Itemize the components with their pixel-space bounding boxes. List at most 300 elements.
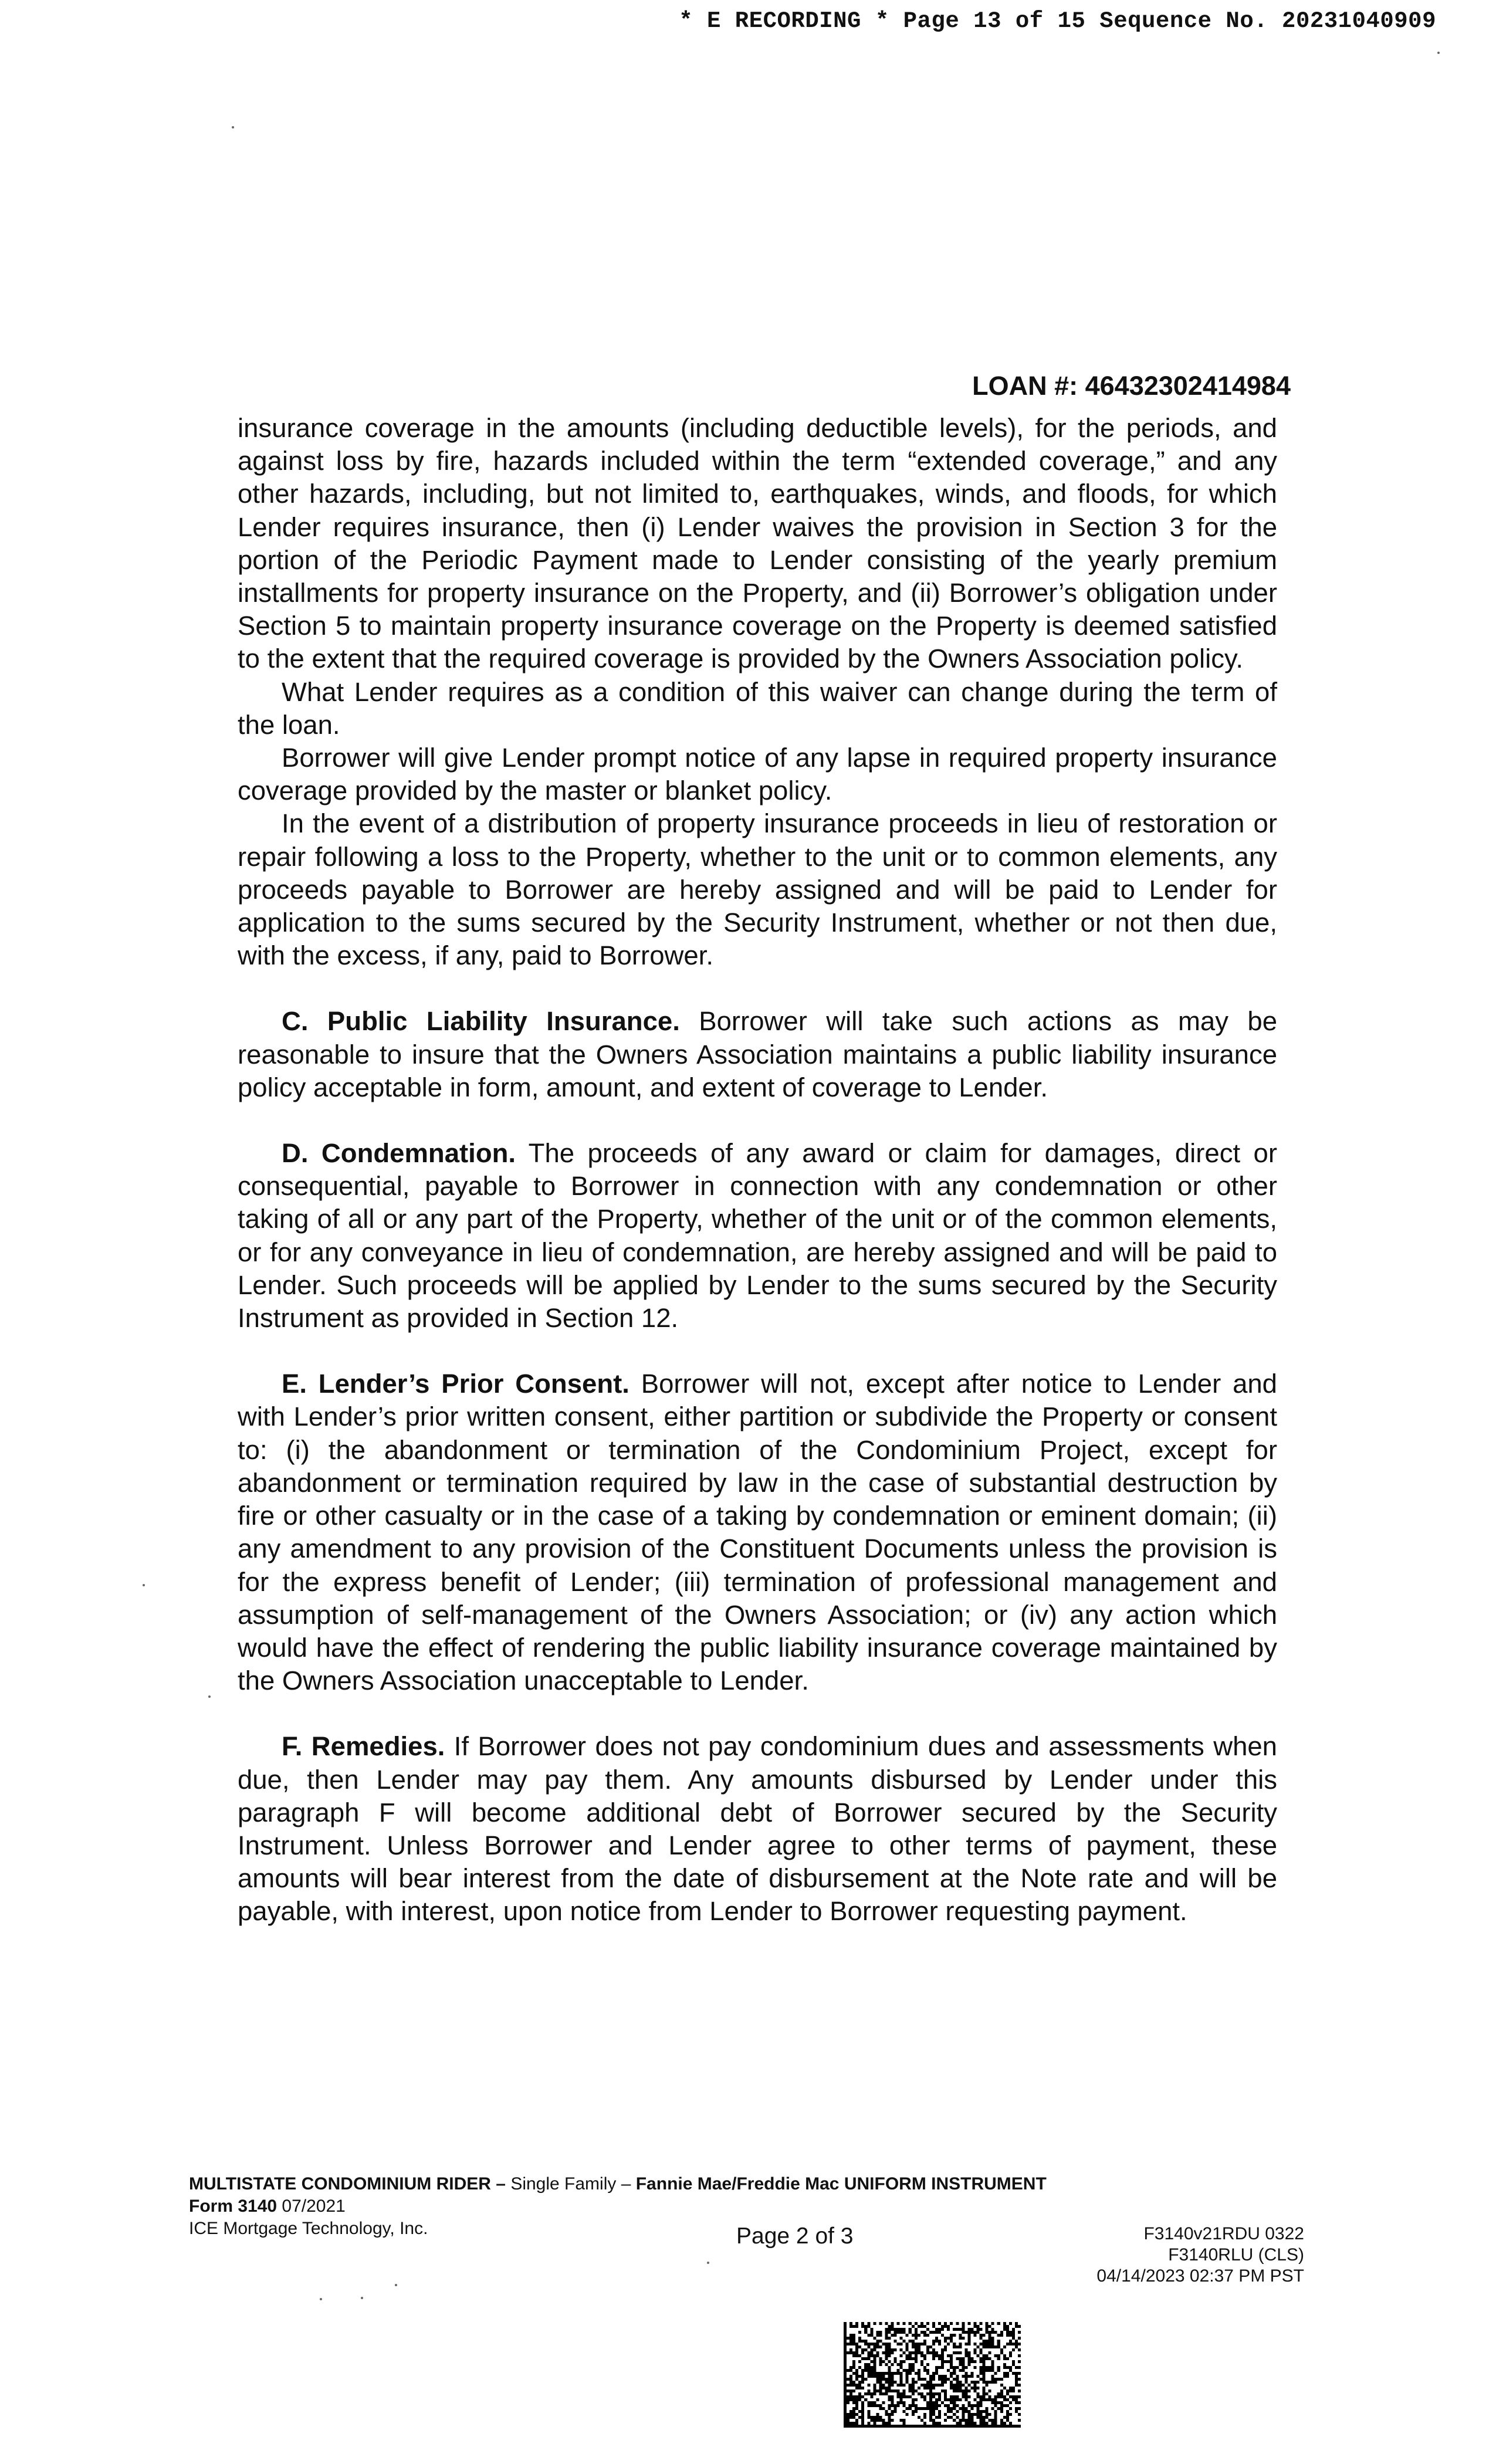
barcode-module	[1003, 2366, 1006, 2369]
scan-speck	[361, 2297, 363, 2299]
barcode-module	[973, 2325, 976, 2328]
barcode-module	[967, 2389, 970, 2392]
barcode-module	[973, 2331, 976, 2334]
barcode-module	[861, 2357, 864, 2360]
barcode-module	[858, 2384, 861, 2387]
barcode-module	[861, 2322, 864, 2325]
barcode-module	[956, 2384, 959, 2387]
barcode-module	[903, 2425, 906, 2428]
barcode-module	[858, 2375, 861, 2378]
barcode-module	[879, 2425, 882, 2428]
barcode-module	[994, 2331, 997, 2334]
barcode-module	[900, 2401, 903, 2404]
barcode-module	[861, 2395, 864, 2398]
barcode-module	[844, 2407, 847, 2410]
barcode-module	[962, 2425, 964, 2428]
barcode-module	[844, 2404, 847, 2407]
barcode-module	[980, 2398, 983, 2401]
barcode-module	[962, 2410, 964, 2413]
barcode-module	[894, 2328, 897, 2331]
barcode-module	[962, 2369, 964, 2372]
barcode-module	[900, 2392, 903, 2395]
barcode-module	[1006, 2328, 1009, 2331]
barcode-module	[1000, 2401, 1003, 2404]
barcode-module	[852, 2384, 855, 2387]
barcode-module	[929, 2378, 932, 2381]
barcode-module	[882, 2384, 885, 2387]
barcode-module	[873, 2360, 876, 2363]
barcode-module	[1006, 2357, 1009, 2360]
barcode-module	[923, 2384, 926, 2387]
barcode-module	[983, 2375, 986, 2378]
barcode-module	[980, 2337, 983, 2340]
barcode-module	[918, 2375, 920, 2378]
barcode-module	[1018, 2343, 1021, 2345]
barcode-module	[885, 2392, 888, 2395]
barcode-module	[997, 2345, 1000, 2348]
barcode-module	[986, 2340, 989, 2343]
barcode-module	[1012, 2360, 1015, 2363]
barcode-module	[932, 2343, 935, 2345]
barcode-module	[1009, 2351, 1012, 2354]
barcode-module	[973, 2387, 976, 2389]
barcode-module	[938, 2354, 941, 2357]
datamatrix-barcode	[844, 2322, 1021, 2428]
barcode-module	[852, 2334, 855, 2337]
barcode-module	[1018, 2425, 1021, 2428]
barcode-module	[882, 2387, 885, 2389]
barcode-module	[873, 2343, 876, 2345]
barcode-module	[900, 2366, 903, 2369]
barcode-module	[959, 2363, 962, 2366]
barcode-module	[959, 2334, 962, 2337]
barcode-module	[909, 2340, 912, 2343]
barcode-module	[855, 2378, 858, 2381]
barcode-module	[888, 2425, 891, 2428]
barcode-module	[962, 2389, 964, 2392]
barcode-module	[900, 2378, 903, 2381]
barcode-module	[861, 2340, 864, 2343]
barcode-module	[900, 2343, 903, 2345]
barcode-module	[991, 2340, 994, 2343]
scan-speck	[143, 1584, 145, 1586]
barcode-module	[980, 2322, 983, 2325]
barcode-module	[997, 2369, 1000, 2372]
barcode-module	[997, 2334, 1000, 2337]
barcode-module	[915, 2351, 918, 2354]
barcode-module	[858, 2381, 861, 2384]
barcode-module	[962, 2384, 964, 2387]
footer-code-1: F3140v21RDU 0322	[1143, 2224, 1304, 2243]
barcode-module	[891, 2398, 894, 2401]
barcode-module	[964, 2389, 967, 2392]
barcode-module	[1003, 2354, 1006, 2357]
barcode-module	[903, 2389, 906, 2392]
barcode-module	[1018, 2337, 1021, 2340]
barcode-module	[953, 2395, 956, 2398]
barcode-module	[879, 2322, 882, 2325]
barcode-module	[844, 2343, 847, 2345]
barcode-module	[977, 2381, 980, 2384]
barcode-module	[983, 2378, 986, 2381]
barcode-module	[994, 2372, 997, 2375]
barcode-module	[941, 2325, 944, 2328]
barcode-module	[956, 2416, 959, 2419]
barcode-module	[903, 2422, 906, 2425]
barcode-module	[926, 2387, 929, 2389]
barcode-module	[888, 2387, 891, 2389]
barcode-module	[882, 2372, 885, 2375]
barcode-module	[909, 2322, 912, 2325]
barcode-module	[932, 2340, 935, 2343]
barcode-module	[932, 2401, 935, 2404]
barcode-module	[994, 2401, 997, 2404]
barcode-module	[989, 2334, 991, 2337]
barcode-module	[938, 2410, 941, 2413]
barcode-module	[947, 2360, 950, 2363]
barcode-module	[959, 2425, 962, 2428]
barcode-module	[973, 2343, 976, 2345]
barcode-module	[938, 2357, 941, 2360]
section-d-text: The proceeds of any award or claim for damages, direct or consequential, payable to Borrower in connection with any condemnation or other taking of all or any part of the Property, whether of the unit or of the common elements, or for any conveyance in lieu of condemnation, are hereby assigned and will be paid to Lender. Such proceeds will be applied by Lender to the sums secured by the Security Instrument as provided in Section 12.	[238, 1138, 1277, 1333]
barcode-module	[964, 2419, 967, 2422]
barcode-module	[844, 2354, 847, 2357]
scan-speck	[320, 2298, 322, 2300]
barcode-module	[864, 2325, 867, 2328]
barcode-module	[844, 2351, 847, 2354]
barcode-module	[947, 2328, 950, 2331]
barcode-module	[997, 2401, 1000, 2404]
barcode-module	[923, 2366, 926, 2369]
barcode-module	[1006, 2366, 1009, 2369]
barcode-module	[980, 2334, 983, 2337]
barcode-module	[944, 2345, 947, 2348]
barcode-module	[912, 2392, 915, 2395]
barcode-module	[953, 2345, 956, 2348]
barcode-module	[977, 2345, 980, 2348]
barcode-module	[994, 2381, 997, 2384]
barcode-module	[891, 2404, 894, 2407]
barcode-module	[997, 2425, 1000, 2428]
barcode-module	[891, 2384, 894, 2387]
barcode-module	[1000, 2384, 1003, 2387]
barcode-module	[959, 2357, 962, 2360]
scan-speck	[208, 1695, 211, 1698]
barcode-module	[959, 2381, 962, 2384]
barcode-module	[1003, 2387, 1006, 2389]
barcode-module	[991, 2398, 994, 2401]
barcode-module	[989, 2419, 991, 2422]
section-e-text: Borrower will not, except after notice to Lender and with Lender’s prior written consent, either partition or subdivide the Property or consent to: (i) the abandonment or termination of the Condominium Project, except for abandonment or termination required by law in the case of substantial destruction by fire or other casualty or in the case of a taking by condemnation or eminent domain; (ii) any amendment to any provision of the Constituent Documents unless the provision is for the express benefit of Lender; (iii) termination of professional management and assumption of self-management of the Owners Association; or (iv) any action which would have the effect of rendering the public liability insurance coverage maintained by the Owners Association unacceptable to Lender.	[238, 1369, 1277, 1696]
barcode-module	[912, 2351, 915, 2354]
barcode-module	[920, 2325, 923, 2328]
barcode-module	[847, 2395, 849, 2398]
barcode-module	[903, 2410, 906, 2413]
barcode-module	[926, 2351, 929, 2354]
barcode-module	[947, 2425, 950, 2428]
barcode-module	[944, 2340, 947, 2343]
barcode-module	[935, 2401, 938, 2404]
barcode-module	[873, 2387, 876, 2389]
barcode-module	[861, 2369, 864, 2372]
barcode-module	[956, 2387, 959, 2389]
barcode-module	[953, 2343, 956, 2345]
barcode-module	[983, 2363, 986, 2366]
barcode-module	[923, 2369, 926, 2372]
barcode-module	[909, 2369, 912, 2372]
barcode-module	[989, 2395, 991, 2398]
barcode-module	[923, 2378, 926, 2381]
barcode-module	[953, 2378, 956, 2381]
barcode-module	[855, 2369, 858, 2372]
barcode-module	[858, 2366, 861, 2369]
barcode-module	[894, 2407, 897, 2410]
barcode-module	[1015, 2407, 1018, 2410]
barcode-module	[986, 2384, 989, 2387]
barcode-module	[983, 2360, 986, 2363]
barcode-module	[980, 2404, 983, 2407]
barcode-module	[864, 2369, 867, 2372]
barcode-module	[973, 2413, 976, 2416]
barcode-module	[989, 2331, 991, 2334]
barcode-module	[991, 2425, 994, 2428]
barcode-module	[891, 2425, 894, 2428]
barcode-module	[989, 2413, 991, 2416]
barcode-module	[989, 2389, 991, 2392]
barcode-module	[950, 2410, 953, 2413]
barcode-module	[852, 2372, 855, 2375]
barcode-module	[1009, 2395, 1012, 2398]
barcode-module	[891, 2378, 894, 2381]
barcode-module	[956, 2425, 959, 2428]
barcode-module	[900, 2398, 903, 2401]
barcode-module	[918, 2325, 920, 2328]
barcode-module	[938, 2331, 941, 2334]
barcode-module	[879, 2375, 882, 2378]
barcode-module	[941, 2366, 944, 2369]
barcode-module	[932, 2348, 935, 2351]
barcode-module	[858, 2337, 861, 2340]
barcode-module	[926, 2381, 929, 2384]
barcode-module	[932, 2425, 935, 2428]
barcode-module	[888, 2348, 891, 2351]
barcode-module	[991, 2345, 994, 2348]
barcode-module	[861, 2401, 864, 2404]
section-c-text: Borrower will take such actions as may be reasonable to insure that the Owners Association maintains a public liability insurance policy acceptable in form, amount, and extent of coverage to Lender.	[238, 1006, 1277, 1102]
footer-codes	[1096, 2223, 1304, 2287]
barcode-module	[986, 2322, 989, 2325]
barcode-module	[920, 2331, 923, 2334]
barcode-module	[920, 2378, 923, 2381]
barcode-module	[983, 2410, 986, 2413]
barcode-module	[1009, 2354, 1012, 2357]
barcode-module	[991, 2322, 994, 2325]
barcode-module	[1006, 2410, 1009, 2413]
barcode-module	[918, 2343, 920, 2345]
barcode-module	[861, 2387, 864, 2389]
barcode-module	[897, 2395, 900, 2398]
barcode-module	[962, 2357, 964, 2360]
barcode-module	[980, 2351, 983, 2354]
barcode-module	[983, 2381, 986, 2384]
barcode-module	[870, 2416, 873, 2419]
barcode-module	[980, 2410, 983, 2413]
barcode-module	[1012, 2372, 1015, 2375]
barcode-module	[879, 2357, 882, 2360]
barcode-module	[1000, 2389, 1003, 2392]
barcode-module	[852, 2413, 855, 2416]
barcode-module	[912, 2334, 915, 2337]
barcode-module	[1003, 2422, 1006, 2425]
barcode-module	[1018, 2360, 1021, 2363]
barcode-module	[953, 2419, 956, 2422]
barcode-module	[1006, 2413, 1009, 2416]
barcode-module	[989, 2357, 991, 2360]
barcode-module	[861, 2425, 864, 2428]
barcode-module	[900, 2348, 903, 2351]
barcode-module	[962, 2392, 964, 2395]
barcode-module	[956, 2422, 959, 2425]
barcode-module	[989, 2351, 991, 2354]
barcode-module	[855, 2345, 858, 2348]
barcode-module	[944, 2389, 947, 2392]
barcode-module	[1009, 2422, 1012, 2425]
barcode-module	[935, 2398, 938, 2401]
barcode-module	[947, 2343, 950, 2345]
barcode-module	[994, 2345, 997, 2348]
barcode-module	[879, 2419, 882, 2422]
barcode-module	[891, 2348, 894, 2351]
barcode-module	[888, 2389, 891, 2392]
barcode-module	[938, 2384, 941, 2387]
barcode-module	[855, 2351, 858, 2354]
barcode-module	[906, 2378, 909, 2381]
barcode-module	[941, 2375, 944, 2378]
scan-speck	[232, 126, 234, 128]
barcode-module	[855, 2398, 858, 2401]
barcode-module	[967, 2419, 970, 2422]
barcode-module	[983, 2334, 986, 2337]
barcode-module	[991, 2366, 994, 2369]
barcode-module	[844, 2372, 847, 2375]
barcode-module	[918, 2334, 920, 2337]
section-f-remedies	[238, 1730, 1277, 1928]
barcode-module	[962, 2322, 964, 2325]
barcode-module	[923, 2422, 926, 2425]
barcode-module	[882, 2422, 885, 2425]
barcode-module	[959, 2360, 962, 2363]
barcode-module	[983, 2395, 986, 2398]
barcode-module	[962, 2331, 964, 2334]
barcode-module	[906, 2343, 909, 2345]
barcode-module	[938, 2392, 941, 2395]
barcode-module	[964, 2410, 967, 2413]
barcode-module	[873, 2369, 876, 2372]
barcode-module	[1000, 2378, 1003, 2381]
barcode-module	[855, 2322, 858, 2325]
barcode-module	[941, 2401, 944, 2404]
barcode-module	[912, 2389, 915, 2392]
barcode-module	[844, 2348, 847, 2351]
barcode-module	[929, 2331, 932, 2334]
barcode-module	[967, 2360, 970, 2363]
barcode-module	[970, 2357, 973, 2360]
barcode-module	[876, 2419, 879, 2422]
barcode-module	[962, 2363, 964, 2366]
barcode-module	[849, 2369, 852, 2372]
barcode-module	[867, 2345, 870, 2348]
barcode-module	[980, 2413, 983, 2416]
barcode-module	[1018, 2401, 1021, 2404]
barcode-module	[912, 2425, 915, 2428]
barcode-module	[947, 2398, 950, 2401]
barcode-module	[844, 2410, 847, 2413]
barcode-module	[923, 2387, 926, 2389]
barcode-module	[950, 2357, 953, 2360]
barcode-module	[1015, 2384, 1018, 2387]
barcode-module	[989, 2366, 991, 2369]
barcode-module	[929, 2419, 932, 2422]
barcode-module	[959, 2389, 962, 2392]
barcode-module	[941, 2389, 944, 2392]
barcode-module	[903, 2351, 906, 2354]
barcode-module	[1006, 2372, 1009, 2375]
barcode-module	[950, 2416, 953, 2419]
barcode-module	[849, 2422, 852, 2425]
barcode-module	[897, 2425, 900, 2428]
barcode-module	[906, 2407, 909, 2410]
barcode-module	[855, 2325, 858, 2328]
barcode-module	[844, 2334, 847, 2337]
barcode-module	[879, 2416, 882, 2419]
barcode-module	[929, 2398, 932, 2401]
barcode-module	[938, 2398, 941, 2401]
barcode-module	[915, 2398, 918, 2401]
barcode-module	[967, 2334, 970, 2337]
barcode-module	[1018, 2389, 1021, 2392]
barcode-module	[897, 2328, 900, 2331]
barcode-module	[912, 2363, 915, 2366]
barcode-module	[912, 2398, 915, 2401]
barcode-module	[1018, 2407, 1021, 2410]
barcode-module	[852, 2325, 855, 2328]
barcode-module	[852, 2343, 855, 2345]
barcode-module	[923, 2407, 926, 2410]
barcode-module	[935, 2416, 938, 2419]
barcode-module	[935, 2392, 938, 2395]
barcode-module	[950, 2322, 953, 2325]
barcode-module	[938, 2366, 941, 2369]
barcode-module	[980, 2366, 983, 2369]
barcode-module	[1000, 2395, 1003, 2398]
barcode-module	[920, 2384, 923, 2387]
barcode-module	[861, 2410, 864, 2413]
barcode-module	[941, 2348, 944, 2351]
barcode-module	[964, 2392, 967, 2395]
barcode-module	[956, 2404, 959, 2407]
barcode-module	[844, 2392, 847, 2395]
barcode-module	[967, 2354, 970, 2357]
barcode-module	[882, 2375, 885, 2378]
barcode-module	[873, 2389, 876, 2392]
barcode-module	[1012, 2389, 1015, 2392]
barcode-module	[989, 2343, 991, 2345]
barcode-module	[879, 2387, 882, 2389]
barcode-module	[947, 2337, 950, 2340]
barcode-module	[906, 2334, 909, 2337]
barcode-module	[967, 2337, 970, 2340]
barcode-module	[967, 2416, 970, 2419]
